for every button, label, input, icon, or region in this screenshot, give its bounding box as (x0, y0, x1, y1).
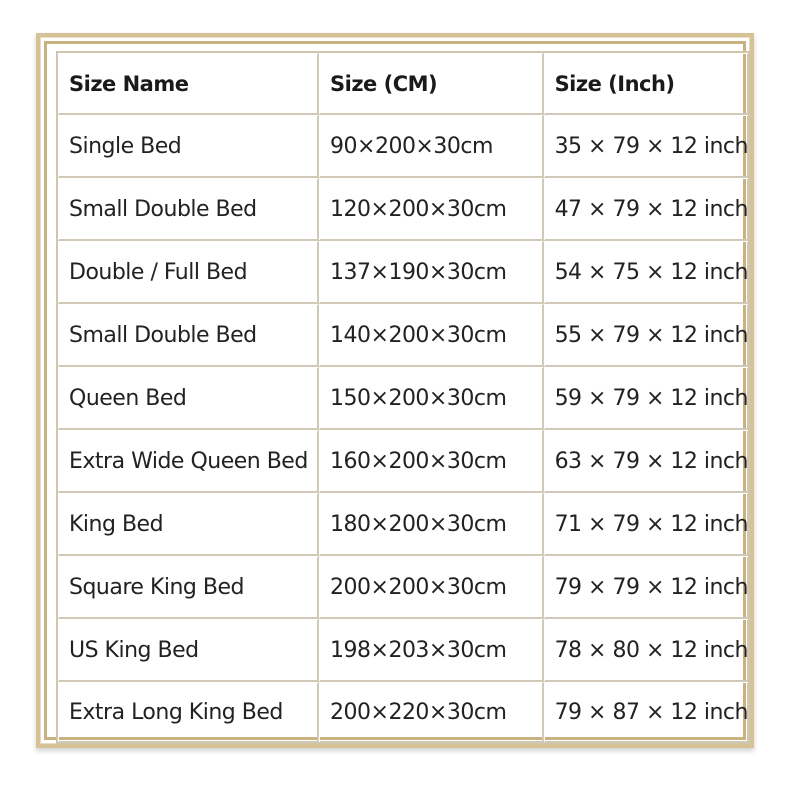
cell-size-cm: 160×200×30cm (318, 429, 543, 492)
cell-size-cm: 180×200×30cm (318, 492, 543, 555)
cell-size-inch: 71 × 79 × 12 inch (543, 492, 750, 555)
cell-size-cm: 200×220×30cm (318, 681, 543, 744)
cell-size-inch: 78 × 80 × 12 inch (543, 618, 750, 681)
table-row (56, 492, 750, 555)
cell-size-name: Square King Bed (56, 555, 318, 618)
cell-size-inch: 47 × 79 × 12 inch (543, 177, 750, 240)
cell-size-name: Small Double Bed (56, 177, 318, 240)
table-header-row (56, 51, 750, 114)
table-row (56, 681, 750, 744)
frame-inner-border (44, 41, 746, 740)
cell-size-cm: 140×200×30cm (318, 303, 543, 366)
table-row (56, 303, 750, 366)
cell-size-name: Single Bed (56, 114, 318, 177)
table-row (56, 114, 750, 177)
cell-size-inch: 59 × 79 × 12 inch (543, 366, 750, 429)
table-row (56, 177, 750, 240)
cell-size-inch: 79 × 87 × 12 inch (543, 681, 750, 744)
cell-size-inch: 63 × 79 × 12 inch (543, 429, 750, 492)
table-row (56, 555, 750, 618)
table-row (56, 618, 750, 681)
header-size-cm: Size (CM) (318, 51, 543, 114)
cell-size-inch: 55 × 79 × 12 inch (543, 303, 750, 366)
cell-size-inch: 54 × 75 × 12 inch (543, 240, 750, 303)
cell-size-cm: 198×203×30cm (318, 618, 543, 681)
cell-size-inch: 35 × 79 × 12 inch (543, 114, 750, 177)
header-size-name: Size Name (56, 51, 318, 114)
cell-size-inch: 79 × 79 × 12 inch (543, 555, 750, 618)
cell-size-cm: 137×190×30cm (318, 240, 543, 303)
cell-size-cm: 150×200×30cm (318, 366, 543, 429)
picture-frame (36, 33, 754, 748)
cell-size-name: Small Double Bed (56, 303, 318, 366)
bed-size-table (56, 51, 750, 744)
cell-size-name: Extra Long King Bed (56, 681, 318, 744)
cell-size-name: Extra Wide Queen Bed (56, 429, 318, 492)
cell-size-name: King Bed (56, 492, 318, 555)
cell-size-cm: 120×200×30cm (318, 177, 543, 240)
table-row (56, 240, 750, 303)
table-row (56, 429, 750, 492)
cell-size-cm: 90×200×30cm (318, 114, 543, 177)
cell-size-cm: 200×200×30cm (318, 555, 543, 618)
header-size-inch: Size (Inch) (543, 51, 750, 114)
cell-size-name: US King Bed (56, 618, 318, 681)
cell-size-name: Double / Full Bed (56, 240, 318, 303)
cell-size-name: Queen Bed (56, 366, 318, 429)
table-row (56, 366, 750, 429)
